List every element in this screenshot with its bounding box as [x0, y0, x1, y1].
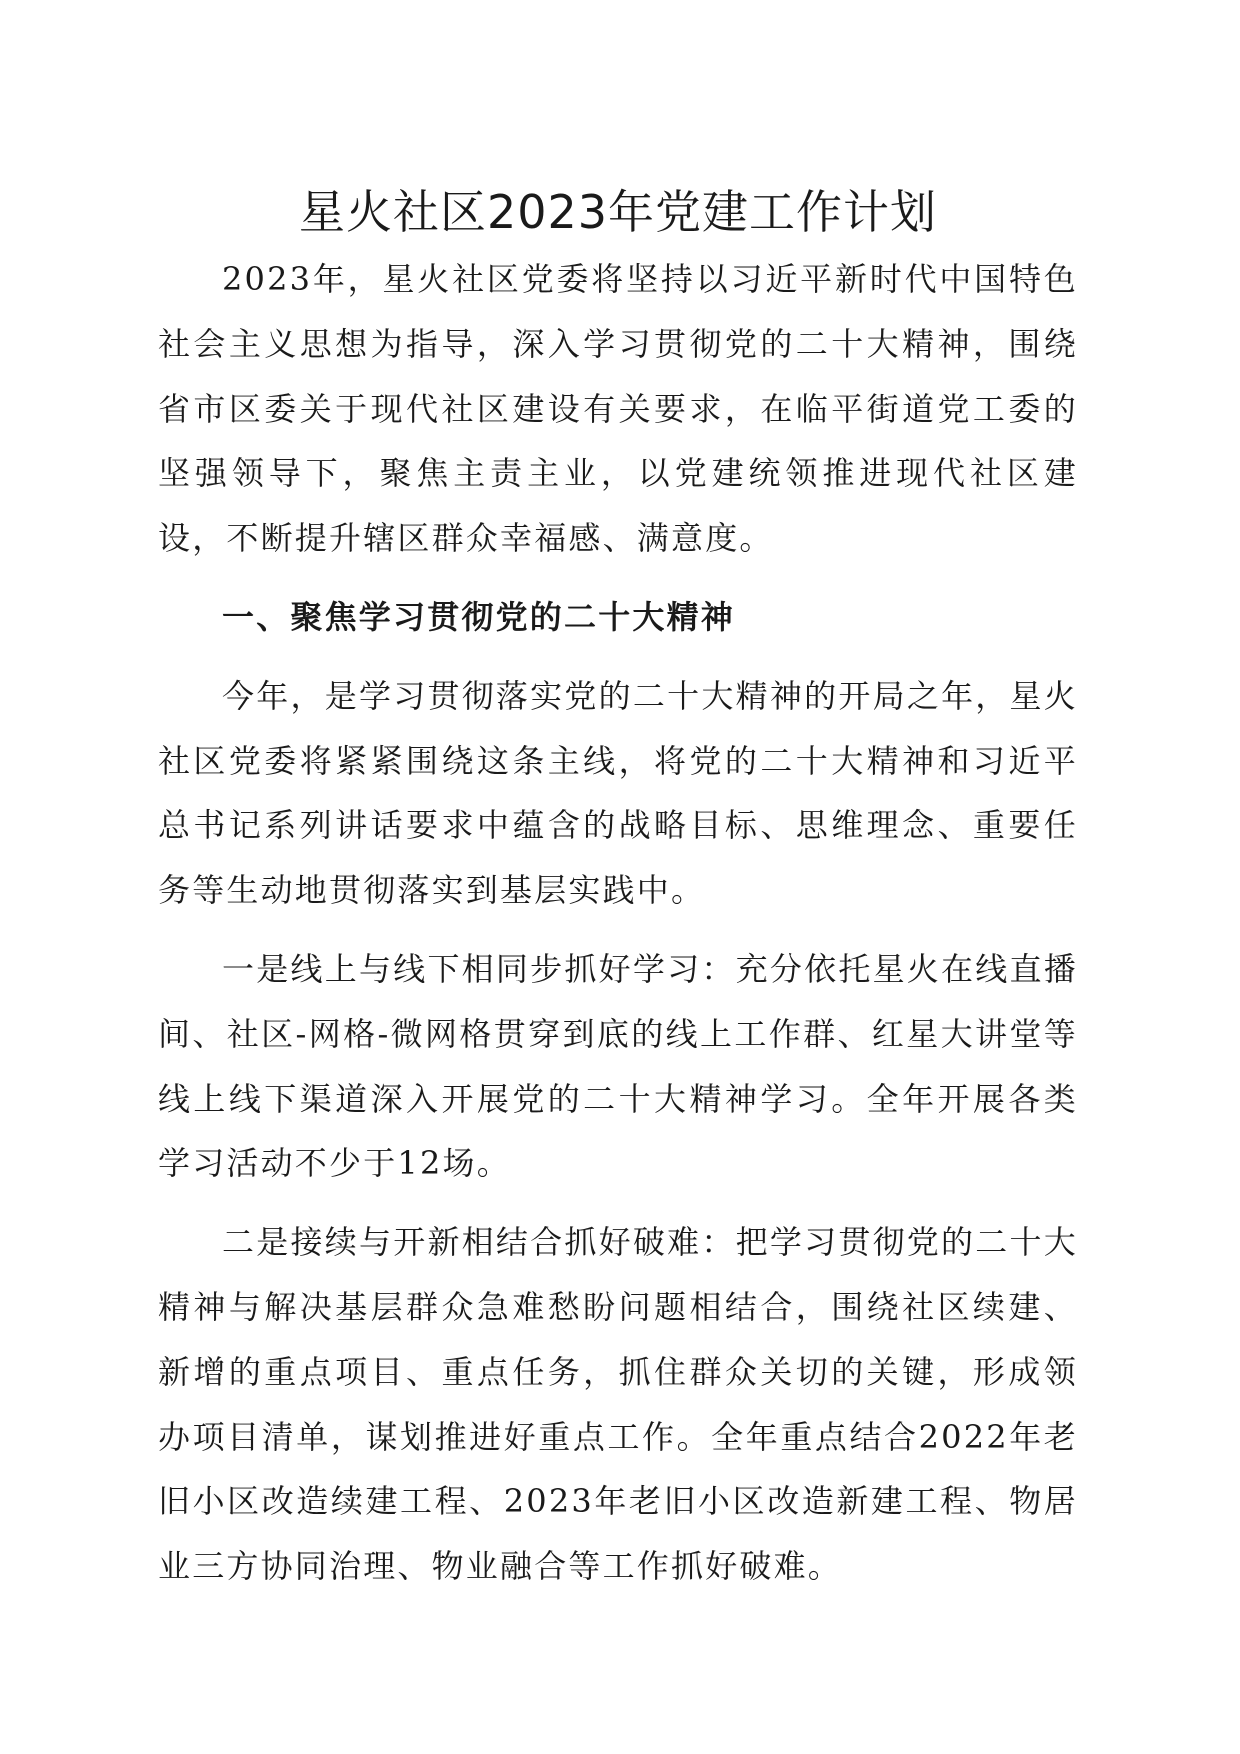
item-paragraph-1 [158, 937, 1078, 1196]
document-title: 星火社区2023年党建工作计划 [298, 185, 938, 239]
document-body [158, 247, 1078, 1599]
item-paragraph-2 [158, 1210, 1078, 1599]
item-lead-1: 一是线上与线下相同步抓好学习： [222, 949, 736, 988]
intro-paragraph: 2023年，星火社区党委将坚持以习近平新时代中国特色社会主义思想为指导，深入学习贯彻党的二十大精神，围绕省市区委关于现代社区建设有关要求，在临平街道党工委的坚强领导下，聚焦主责主业，以党建统领推进现代社区建设，不断提升辖区群众幸福感、满意度。 [158, 260, 1078, 558]
section-paragraph: 今年，是学习贯彻落实党的二十大精神的开局之年，星火社区党委将紧紧围绕这条主线，将党的二十大精神和习近平总书记系列讲话要求中蕴含的战略目标、思维理念、重要任务等生动地贯彻落实到基层实践中。 [158, 676, 1078, 910]
item-lead-2: 二是接续与开新相结合抓好破难： [222, 1223, 736, 1262]
section-heading: 一、聚焦学习贯彻党的二十大精神 [222, 597, 736, 636]
item-text-2: 把学习贯彻党的二十大精神与解决基层群众急难愁盼问题相结合，围绕社区续建、新增的重点项目、重点任务，抓住群众关切的关键，形成领办项目清单，谋划推进好重点工作。全年重点结合2022年老旧小区改造续建工程、2023年老旧小区改造新建工程、物居业三方协同治理、物业融合等工作抓好破难。 [158, 1223, 1078, 1586]
item-text-1: 充分依托星火在线直播间、社区-网格-微网格贯穿到底的线上工作群、红星大讲堂等线上线下渠道深入开展党的二十大精神学习。全年开展各类学习活动不少于12场。 [158, 949, 1078, 1183]
